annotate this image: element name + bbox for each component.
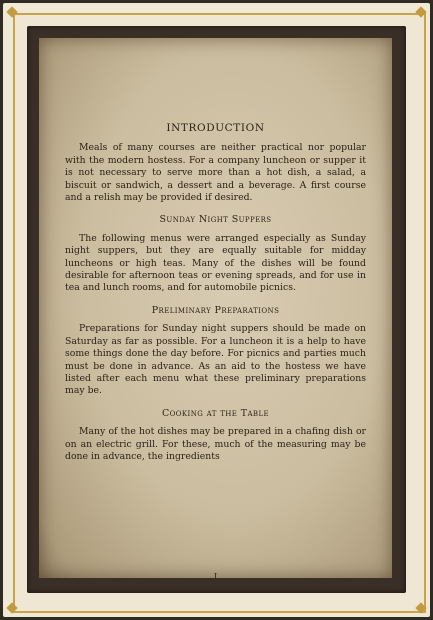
book-page [39, 38, 392, 578]
page-content [65, 122, 366, 578]
page-number: I [213, 572, 218, 578]
intro-paragraph: Meals of many courses are neither practical nor popular with the modern hostess. For a company luncheon or supper it is not necessary to serve more than a hot dish, a salad, a biscuit or sandwich, a dessert and a beverage. A first course and a relish may be provided if desired. [65, 142, 366, 204]
section-text-preliminary-preparations: Preparations for Sunday night suppers should be made on Saturday as far as possible. For a luncheon it is a help to have some things done the day before. For picnics and parties much must be done in advance. As an aid to the hostess we have listed after each menu what these preliminary preparations may be. [65, 323, 366, 397]
section-heading-sunday-night-suppers: Sunday Night Suppers [159, 214, 272, 226]
section-heading-cooking-at-the-table: Cooking at the Table [161, 407, 270, 419]
page-title: INTRODUCTION [166, 122, 265, 134]
section-heading-preliminary-preparations: Preliminary Preparations [151, 304, 280, 316]
section-text-sunday-night-suppers: The following menus were arranged especially as Sunday night suppers, but they are equally suitable for midday luncheons or high teas. Many of the dishes will be found desirable for afternoon teas or evening spreads, and for use in tea and lunch rooms, and for automobile picnics. [65, 232, 366, 294]
section-text-cooking-at-the-table: Many of the hot dishes may be prepared in a chafing dish or on an electric grill. For these, much of the measuring may be done in advance, the ingredients [65, 426, 366, 462]
